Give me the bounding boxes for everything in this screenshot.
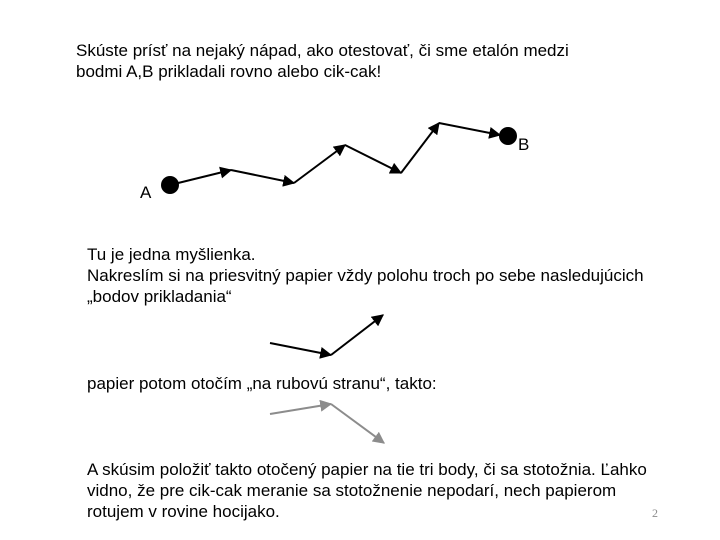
paper-segment xyxy=(270,343,331,355)
zigzag-path xyxy=(170,123,500,185)
flipped-segment xyxy=(331,404,384,443)
zigzag-segment xyxy=(345,145,401,173)
point-b-dot xyxy=(499,127,517,145)
conclusion-text: A skúsim položiť takto otočený papier na tie tri body, či sa stotožnia. Ľahko vidno, že pre cik-cak meranie sa stotožnenie nepodarí, nech papierom rotujem v rovine hocijako. xyxy=(87,460,647,521)
zigzag-segment xyxy=(439,123,500,135)
paper-segment xyxy=(331,315,383,355)
zigzag-segment xyxy=(170,170,231,185)
zigzag-segment xyxy=(294,145,345,183)
flip-text: papier potom otočím „na rubovú stranu“, takto: xyxy=(87,374,437,393)
point-a-label: A xyxy=(140,183,152,202)
flipped-segment xyxy=(270,404,331,414)
page-number: 2 xyxy=(652,506,658,520)
idea-text: Tu je jedna myšlienka. Nakreslím si na priesvitný papier vždy polohu troch po sebe nasledujúcich „bodov prikladania“ xyxy=(87,245,644,306)
paper-three-points xyxy=(270,315,383,355)
zigzag-segment xyxy=(231,170,294,183)
zigzag-segment xyxy=(401,123,439,173)
flipped-paper-points xyxy=(270,404,384,443)
point-a-dot xyxy=(161,176,179,194)
point-b-label: B xyxy=(518,135,530,154)
intro-text: Skúste prísť na nejaký nápad, ako otestovať, či sme etalón medzi bodmi A,B prikladali rovno alebo cik-cak! xyxy=(76,41,569,81)
